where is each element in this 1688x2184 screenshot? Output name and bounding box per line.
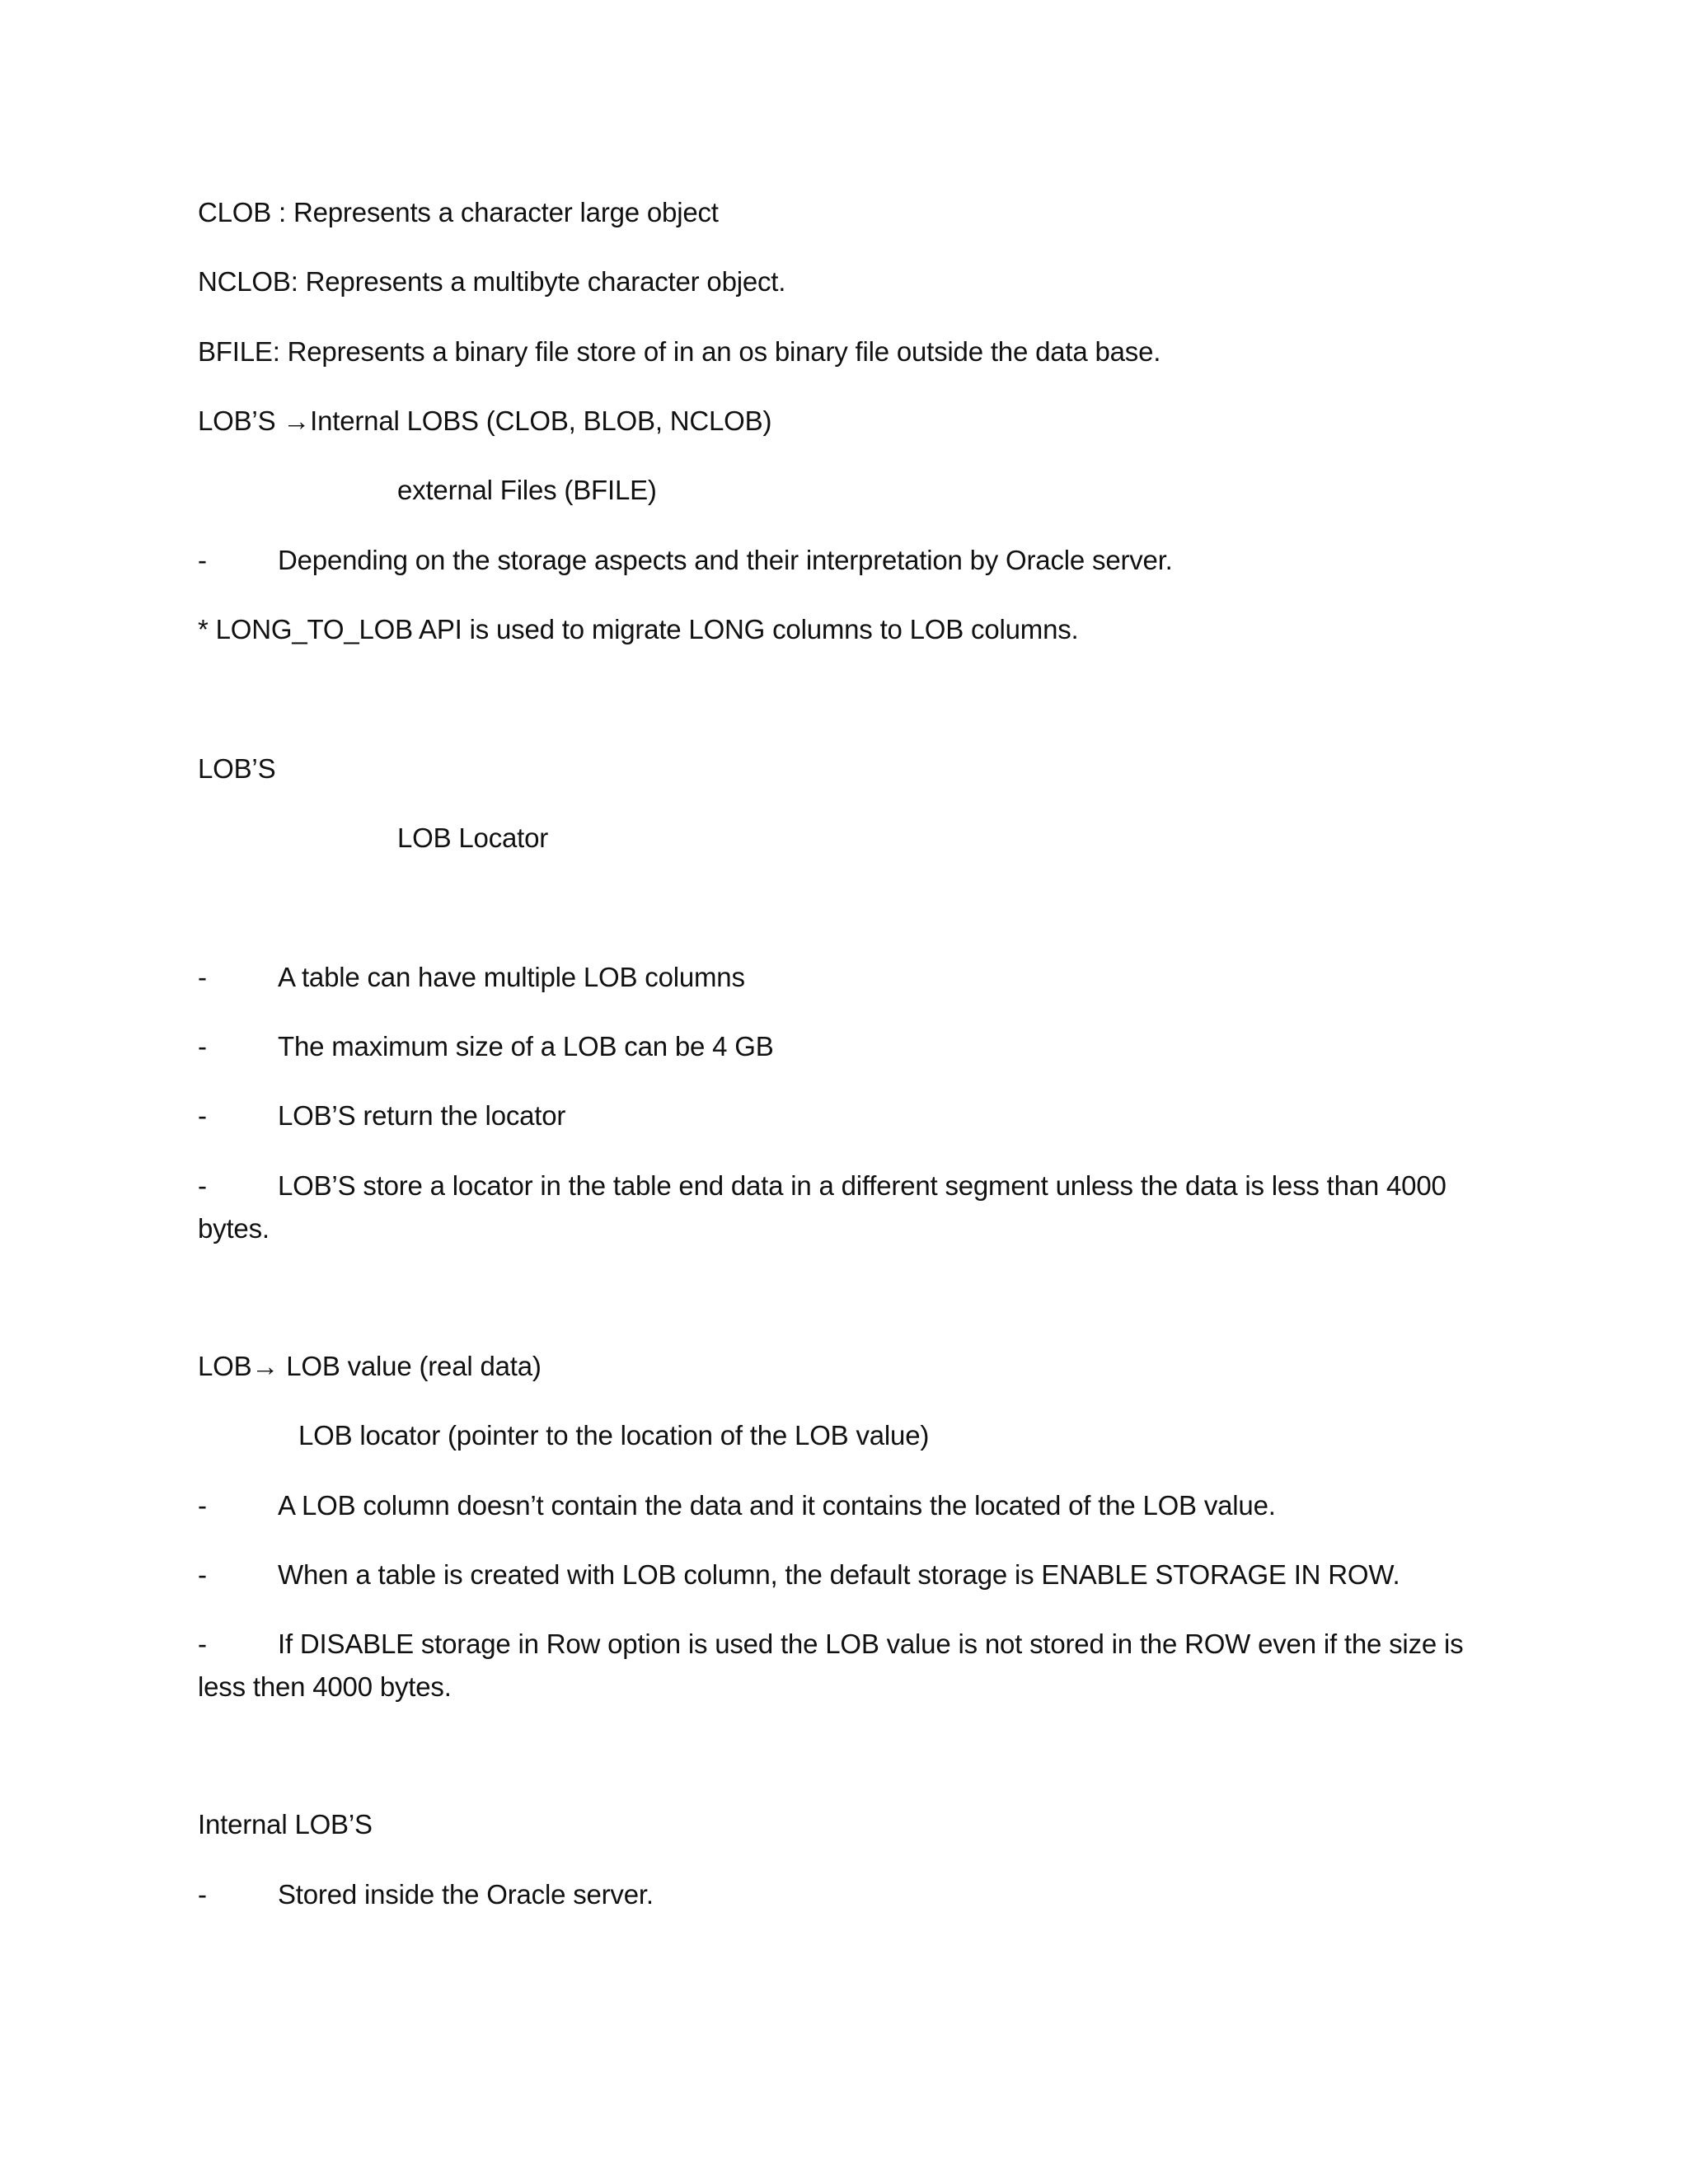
nclob-definition: NCLOB: Represents a multibyte character object. [198,266,786,297]
bfile-definition: BFILE: Represents a binary file store of in an os binary file outside the data base. [198,336,1161,367]
bullet-dash: - [198,545,207,575]
bullet-max-size: The maximum size of a LOB can be 4 GB [278,1031,774,1062]
bullet-dash: - [198,1629,207,1659]
lobs-external-line: external Files (BFILE) [397,475,657,505]
long-to-lob-note: * LONG_TO_LOB API is used to migrate LONG columns to LOB columns. [198,614,1079,644]
lob-locator-pointer-line: LOB locator (pointer to the location of the LOB value) [298,1420,930,1451]
bullet-dash: - [198,1879,207,1910]
bullet-dash: - [198,1559,207,1590]
bullet-dash: - [198,1031,207,1062]
bullet-disable-storage-text: If DISABLE storage in Row option is used the LOB value is not stored in the ROW even if the size is less then 4000 bytes. [198,1629,1464,1702]
bullet-stored-inside: Stored inside the Oracle server. [278,1879,654,1910]
bullet-store-locator [198,1165,1500,1250]
bullet-store-locator-text: LOB’S store a locator in the table end data in a different segment unless the data is less than 4000 bytes. [198,1170,1447,1244]
lobs-internal-line: LOB’S →Internal LOBS (CLOB, BLOB, NCLOB) [198,405,772,436]
bullet-storage-aspects: Depending on the storage aspects and their interpretation by Oracle server. [278,545,1173,575]
bullet-default-storage: When a table is created with LOB column, the default storage is ENABLE STORAGE IN ROW. [278,1559,1400,1590]
bullet-column-contents: A LOB column doesn’t contain the data and it contains the located of the LOB value. [278,1490,1276,1521]
bullet-dash: - [198,1490,207,1521]
lob-locator-label: LOB Locator [397,823,549,853]
bullet-dash: - [198,1170,207,1201]
bullet-return-locator: LOB’S return the locator [278,1100,566,1131]
clob-definition: CLOB : Represents a character large object [198,197,719,227]
lob-value-line: LOB→ LOB value (real data) [198,1351,542,1381]
bullet-dash: - [198,1100,207,1131]
bullet-multiple-columns: A table can have multiple LOB columns [278,962,745,992]
bullet-dash: - [198,962,207,992]
internal-lobs-heading: Internal LOB’S [198,1809,373,1840]
lobs-heading: LOB’S [198,753,276,784]
bullet-disable-storage [198,1623,1500,1708]
